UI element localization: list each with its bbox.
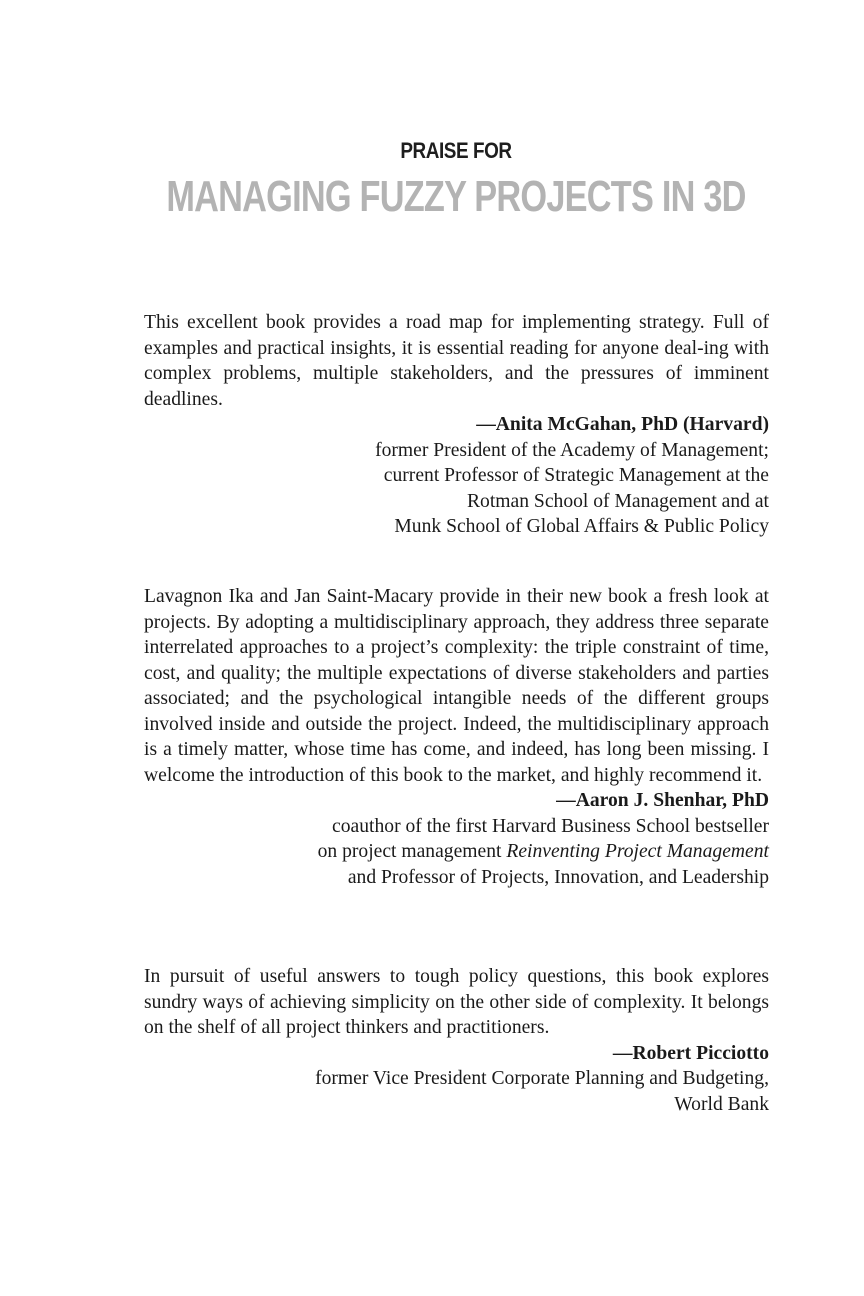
testimonial-text: This excellent book provides a road map for implementing strategy. Full of examples and practical insights, it is essential reading for anyone deal-ing with complex problems, multiple stakeholders, and the pressures of imminent deadlines. (144, 312, 769, 410)
praise-for-heading: PRAISE FOR (400, 138, 512, 163)
book-title-italic: Reinventing Project Management (506, 841, 769, 862)
testimonial-shenhar (144, 584, 769, 890)
book-title-heading: MANAGING FUZZY PROJECTS IN 3D (166, 172, 746, 221)
testimonial-text: Lavagnon Ika and Jan Saint-Macary provide in their new book a fresh look at projects. By adopting a multidisciplinary approach, they address three separate interrelated approaches to a project’s complexity: the triple constraint of time, cost, and quality; the multiple expectations of diverse stakeholders and parties associated; and the psychological intangible needs of the different groups involved inside and outside the project. Indeed, the multidisciplinary approach is a timely matter, whose time has come, and indeed, has long been missing. I welcome the introduction of this book to the market, and highly recommend it. (144, 586, 769, 786)
testimonial-author: —Anita McGahan, PhD (Harvard) (476, 414, 769, 435)
affiliation-line: World Bank (674, 1093, 769, 1115)
affiliation-line: coauthor of the first Harvard Business School bestseller (332, 815, 769, 837)
testimonial-mcgahan (144, 310, 769, 540)
testimonial-attribution (144, 412, 769, 540)
affiliation-prefix: on project management (317, 841, 507, 862)
testimonial-author: —Aaron J. Shenhar, PhD (556, 790, 769, 811)
affiliation-line: Rotman School of Management and at (466, 490, 769, 512)
testimonial-author: —Robert Picciotto (612, 1042, 769, 1064)
affiliation-line: Munk School of Global Affairs & Public Policy (394, 516, 769, 537)
testimonial-picciotto (144, 964, 769, 1117)
affiliation-line: former Vice President Corporate Planning and Budgeting, (315, 1068, 769, 1089)
affiliation-line: and Professor of Projects, Innovation, and Leadership (347, 866, 769, 888)
testimonial-attribution (144, 788, 769, 890)
testimonial-text: In pursuit of useful answers to tough policy questions, this book explores sundry ways of achieving simplicity on the other side of complexity. It belongs on the shelf of all project thinkers and practitioners. (144, 966, 769, 1038)
affiliation-line: current Professor of Strategic Management at the (383, 465, 769, 486)
testimonial-attribution (144, 1041, 769, 1118)
affiliation-line: former President of the Academy of Management; (375, 439, 769, 461)
affiliation-line (144, 839, 769, 865)
